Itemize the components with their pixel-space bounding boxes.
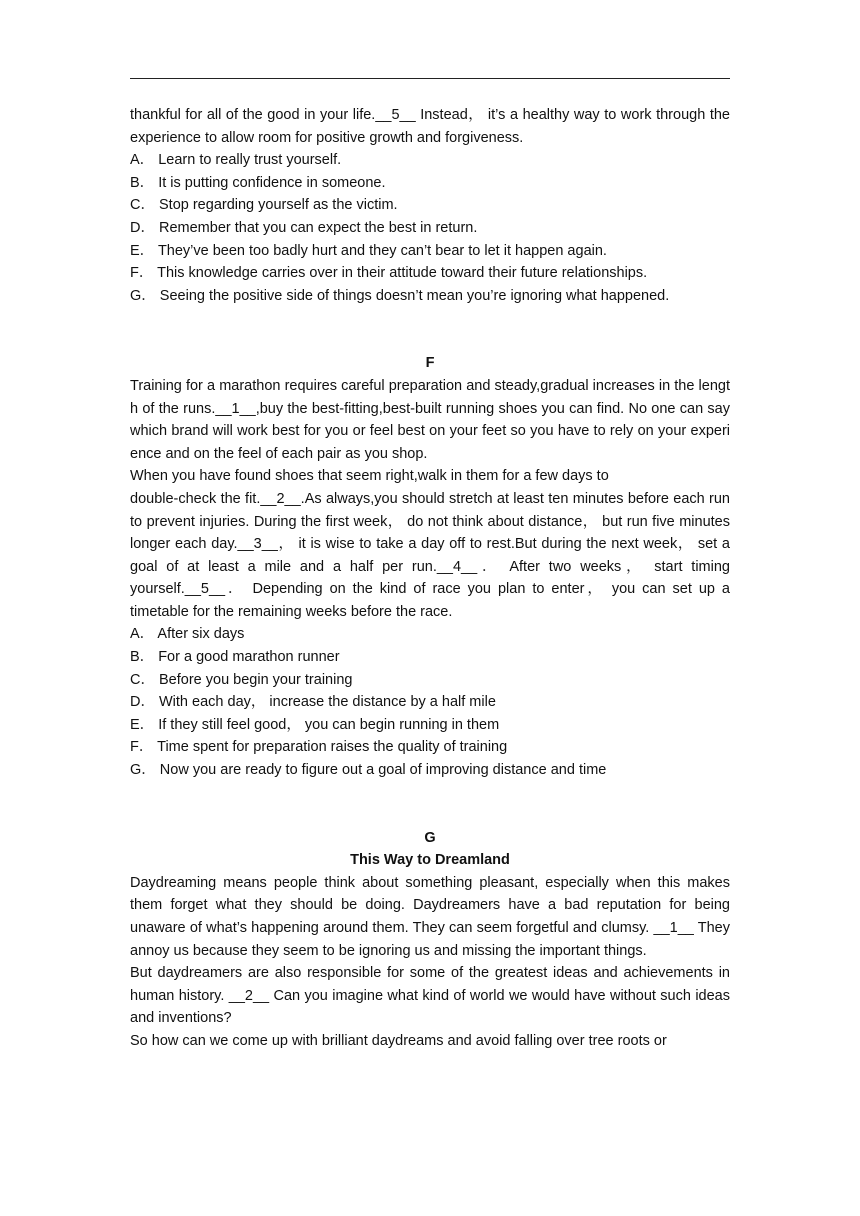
option-a: A． After six days: [130, 626, 245, 643]
section-gap: [130, 307, 730, 352]
header-rule: [130, 78, 730, 79]
option-e: E． If they still feel good， you can begin running in them: [130, 716, 500, 733]
option-g: G． Now you are ready to figure out a goal of improving distance and time: [130, 762, 607, 779]
option-c: C． Stop regarding yourself as the victim.: [130, 197, 398, 214]
document-page: [130, 104, 730, 1053]
section-f-letter: F: [425, 355, 435, 372]
section-g-paragraph-2: But daydreamers are also responsible for some of the greatest ideas and achievements in human history. __2__ Can you imagine what kind of world we would have without such ideas and inventions?: [130, 965, 730, 1027]
section-gap: [130, 782, 730, 827]
section-g-letter: G: [424, 829, 436, 846]
option-b: B． For a good marathon runner: [130, 649, 340, 666]
section-g-paragraph-1: Daydreaming means people think about something pleasant, especially when this makes them forget what they should be doing. Daydreamers have a bad reputation for being unaware of what’s happening around them. They can seem forgetful and clumsy. __1__ They annoy us because they seem to be ignoring us and missing the important things.: [130, 874, 730, 959]
option-f: F． Time spent for preparation raises the quality of training: [130, 739, 508, 756]
option-d: D． Remember that you can expect the best in return.: [130, 219, 478, 236]
option-d: D． With each day， increase the distance by a half mile: [130, 694, 496, 711]
section-e-options: [130, 149, 730, 307]
option-a: A． Learn to really trust yourself.: [130, 152, 342, 169]
section-g-title: This Way to Dreamland: [350, 852, 510, 869]
section-f-paragraph-2: double-check the fit.__2__.As always,you should stretch at least ten minutes before each run to prevent injuries. During the first week， do not think about distance， but run five minutes longer each day.__3__， it is wise to take a day off to rest.But during the next week， set a goal of at least a mile and a half per run.__4__． After two weeks， start timing yourself.__5__． Depending on the kind of race you plan to enter， you can set up a timetable for the remaining weeks before the race.: [130, 490, 730, 620]
option-g: G． Seeing the positive side of things doesn’t mean you’re ignoring what happened.: [130, 287, 670, 304]
section-f-paragraph-1: Training for a marathon requires careful preparation and steady,gradual increases in the length of the runs.__1__,buy the best-fitting,best-built running shoes you can find. No one can say which brand will work best for you or feel best on your feet so you have to rely on your experience and on the feel of each pair as you shop.: [130, 377, 730, 462]
option-c: C． Before you begin your training: [130, 671, 353, 688]
section-f-options: [130, 623, 730, 781]
option-f: F． This knowledge carries over in their attitude toward their future relationships.: [130, 265, 648, 282]
section-e-passage-end: thankful for all of the good in your life.__5__ Instead， it’s a healthy way to work through the experience to allow room for positive growth and forgiveness.: [130, 107, 730, 146]
option-e: E． They’ve been too badly hurt and they can’t bear to let it happen again.: [130, 242, 607, 259]
section-g-paragraph-3: So how can we come up with brilliant daydreams and avoid falling over tree roots or: [130, 1032, 667, 1049]
option-b: B． It is putting confidence in someone.: [130, 174, 386, 191]
section-f-paragraph-2-first-line: When you have found shoes that seem right,walk in them for a few days to: [130, 468, 609, 485]
